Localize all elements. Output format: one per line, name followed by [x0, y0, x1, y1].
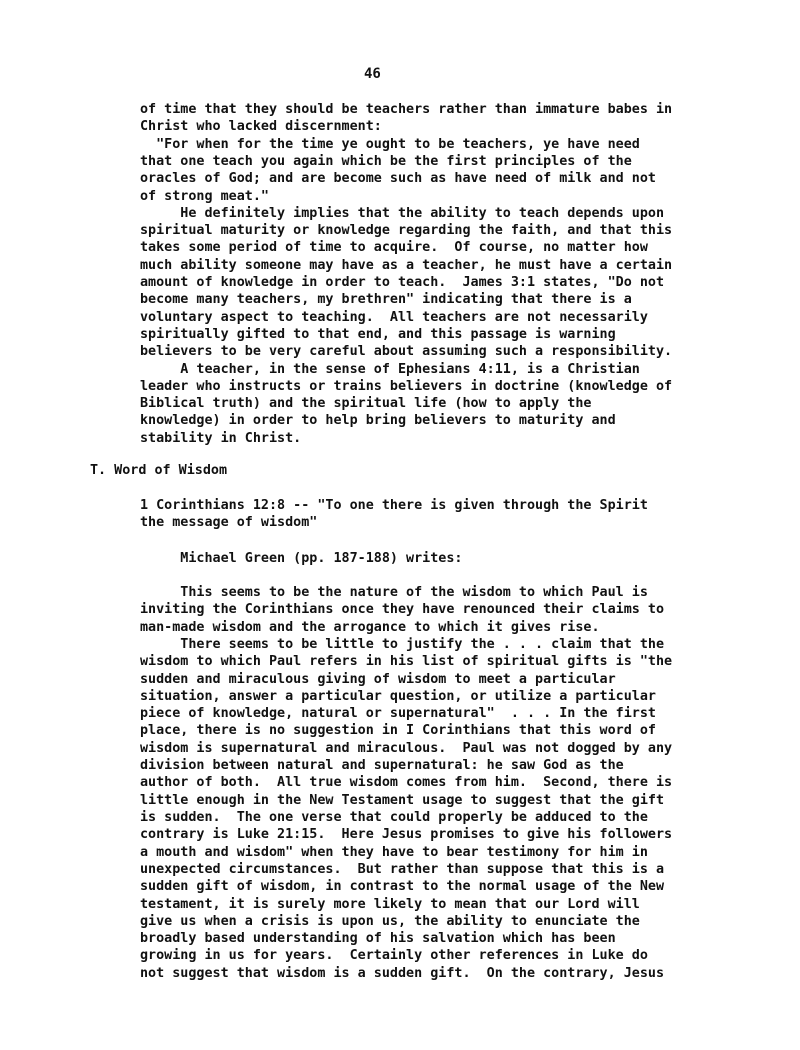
text-line: Biblical truth) and the spiritual life (how to apply the	[140, 396, 592, 412]
text-line: wisdom is supernatural and miraculous. Paul was not dogged by any	[140, 740, 673, 756]
text-line: voluntary aspect to teaching. All teachers are not necessarily	[140, 309, 648, 325]
text-line: knowledge) in order to help bring believers to maturity and	[140, 413, 616, 429]
text-line: become many teachers, my brethren" indicating that there is a	[140, 292, 632, 308]
text-line: T. Word of Wisdom	[90, 463, 228, 478]
text-line: wisdom to which Paul refers in his list of spiritual gifts is "the	[140, 654, 673, 670]
text-line: leader who instructs or trains believers in doctrine (knowledge of	[140, 378, 673, 394]
text-line: situation, answer a particular question, or utilize a particular	[140, 688, 656, 704]
text-line: sudden and miraculous giving of wisdom to meet a particular	[140, 671, 616, 687]
text-line: place, there is no suggestion in I Corinthians that this word of	[140, 723, 656, 739]
text-line: of strong meat."	[140, 188, 269, 204]
text-line: broadly based understanding of his salvation which has been	[140, 931, 616, 947]
text-line: of time that they should be teachers rather than immature babes in	[140, 102, 673, 117]
text-line: piece of knowledge, natural or supernatural" . . . In the first	[140, 706, 656, 722]
text-line: takes some period of time to acquire. Of course, no matter how	[140, 240, 648, 256]
text-line: amount of knowledge in order to teach. James 3:1 states, "Do not	[140, 275, 665, 290]
text-line: not suggest that wisdom is a sudden gift. On the contrary, Jesus	[140, 965, 665, 981]
text-line: A teacher, in the sense of Ephesians 4:11, is a Christian	[140, 361, 640, 377]
text-line: "For when for the time ye ought to be teachers, ye have need	[140, 136, 640, 152]
text-line: man-made wisdom and the arrogance to which it gives rise.	[140, 619, 600, 635]
page-number: 46	[364, 66, 381, 82]
text-line: little enough in the New Testament usage to suggest that the gift	[140, 792, 665, 808]
text-line: spiritually gifted to that end, and this passage is warning	[140, 326, 616, 342]
text-line: that one teach you again which be the first principles of the	[140, 153, 632, 169]
text-line: is sudden. The one verse that could properly be adduced to the	[140, 810, 648, 825]
text-line: believers to be very careful about assuming such a responsibility.	[140, 344, 673, 360]
text-line: division between natural and supernatural: he saw God as the	[140, 758, 624, 774]
text-line: He definitely implies that the ability to teach depends upon	[140, 205, 665, 221]
text-line: Michael Green (pp. 187-188) writes:	[140, 551, 463, 566]
text-line: testament, it is surely more likely to mean that our Lord will	[140, 896, 640, 912]
text-line: 1 Corinthians 12:8 -- "To one there is given through the Spirit	[140, 498, 648, 513]
text-line: unexpected circumstances. But rather than suppose that this is a	[140, 861, 665, 877]
text-line: the message of wisdom"	[140, 515, 318, 531]
text-line: stability in Christ.	[140, 430, 302, 446]
text-line: spiritual maturity or knowledge regarding the faith, and that this	[140, 223, 673, 239]
text-line: contrary is Luke 21:15. Here Jesus promises to give his followers	[140, 827, 673, 843]
text-line: author of both. All true wisdom comes from him. Second, there is	[140, 775, 673, 791]
text-line: growing in us for years. Certainly other references in Luke do	[140, 948, 648, 964]
text-line: give us when a crisis is upon us, the ability to enunciate the	[140, 913, 640, 929]
text-line: oracles of God; and are become such as have need of milk and not	[140, 171, 656, 187]
text-line: much ability someone may have as a teacher, he must have a certain	[140, 257, 673, 273]
text-line: sudden gift of wisdom, in contrast to the normal usage of the New	[140, 879, 665, 895]
text-line: There seems to be little to justify the . . . claim that the	[140, 636, 665, 652]
text-line: Christ who lacked discernment:	[140, 119, 382, 135]
text-line: a mouth and wisdom" when they have to bear testimony for him in	[140, 844, 648, 860]
text-line: inviting the Corinthians once they have renounced their claims to	[140, 602, 665, 618]
text-line: This seems to be the nature of the wisdom to which Paul is	[140, 585, 648, 600]
